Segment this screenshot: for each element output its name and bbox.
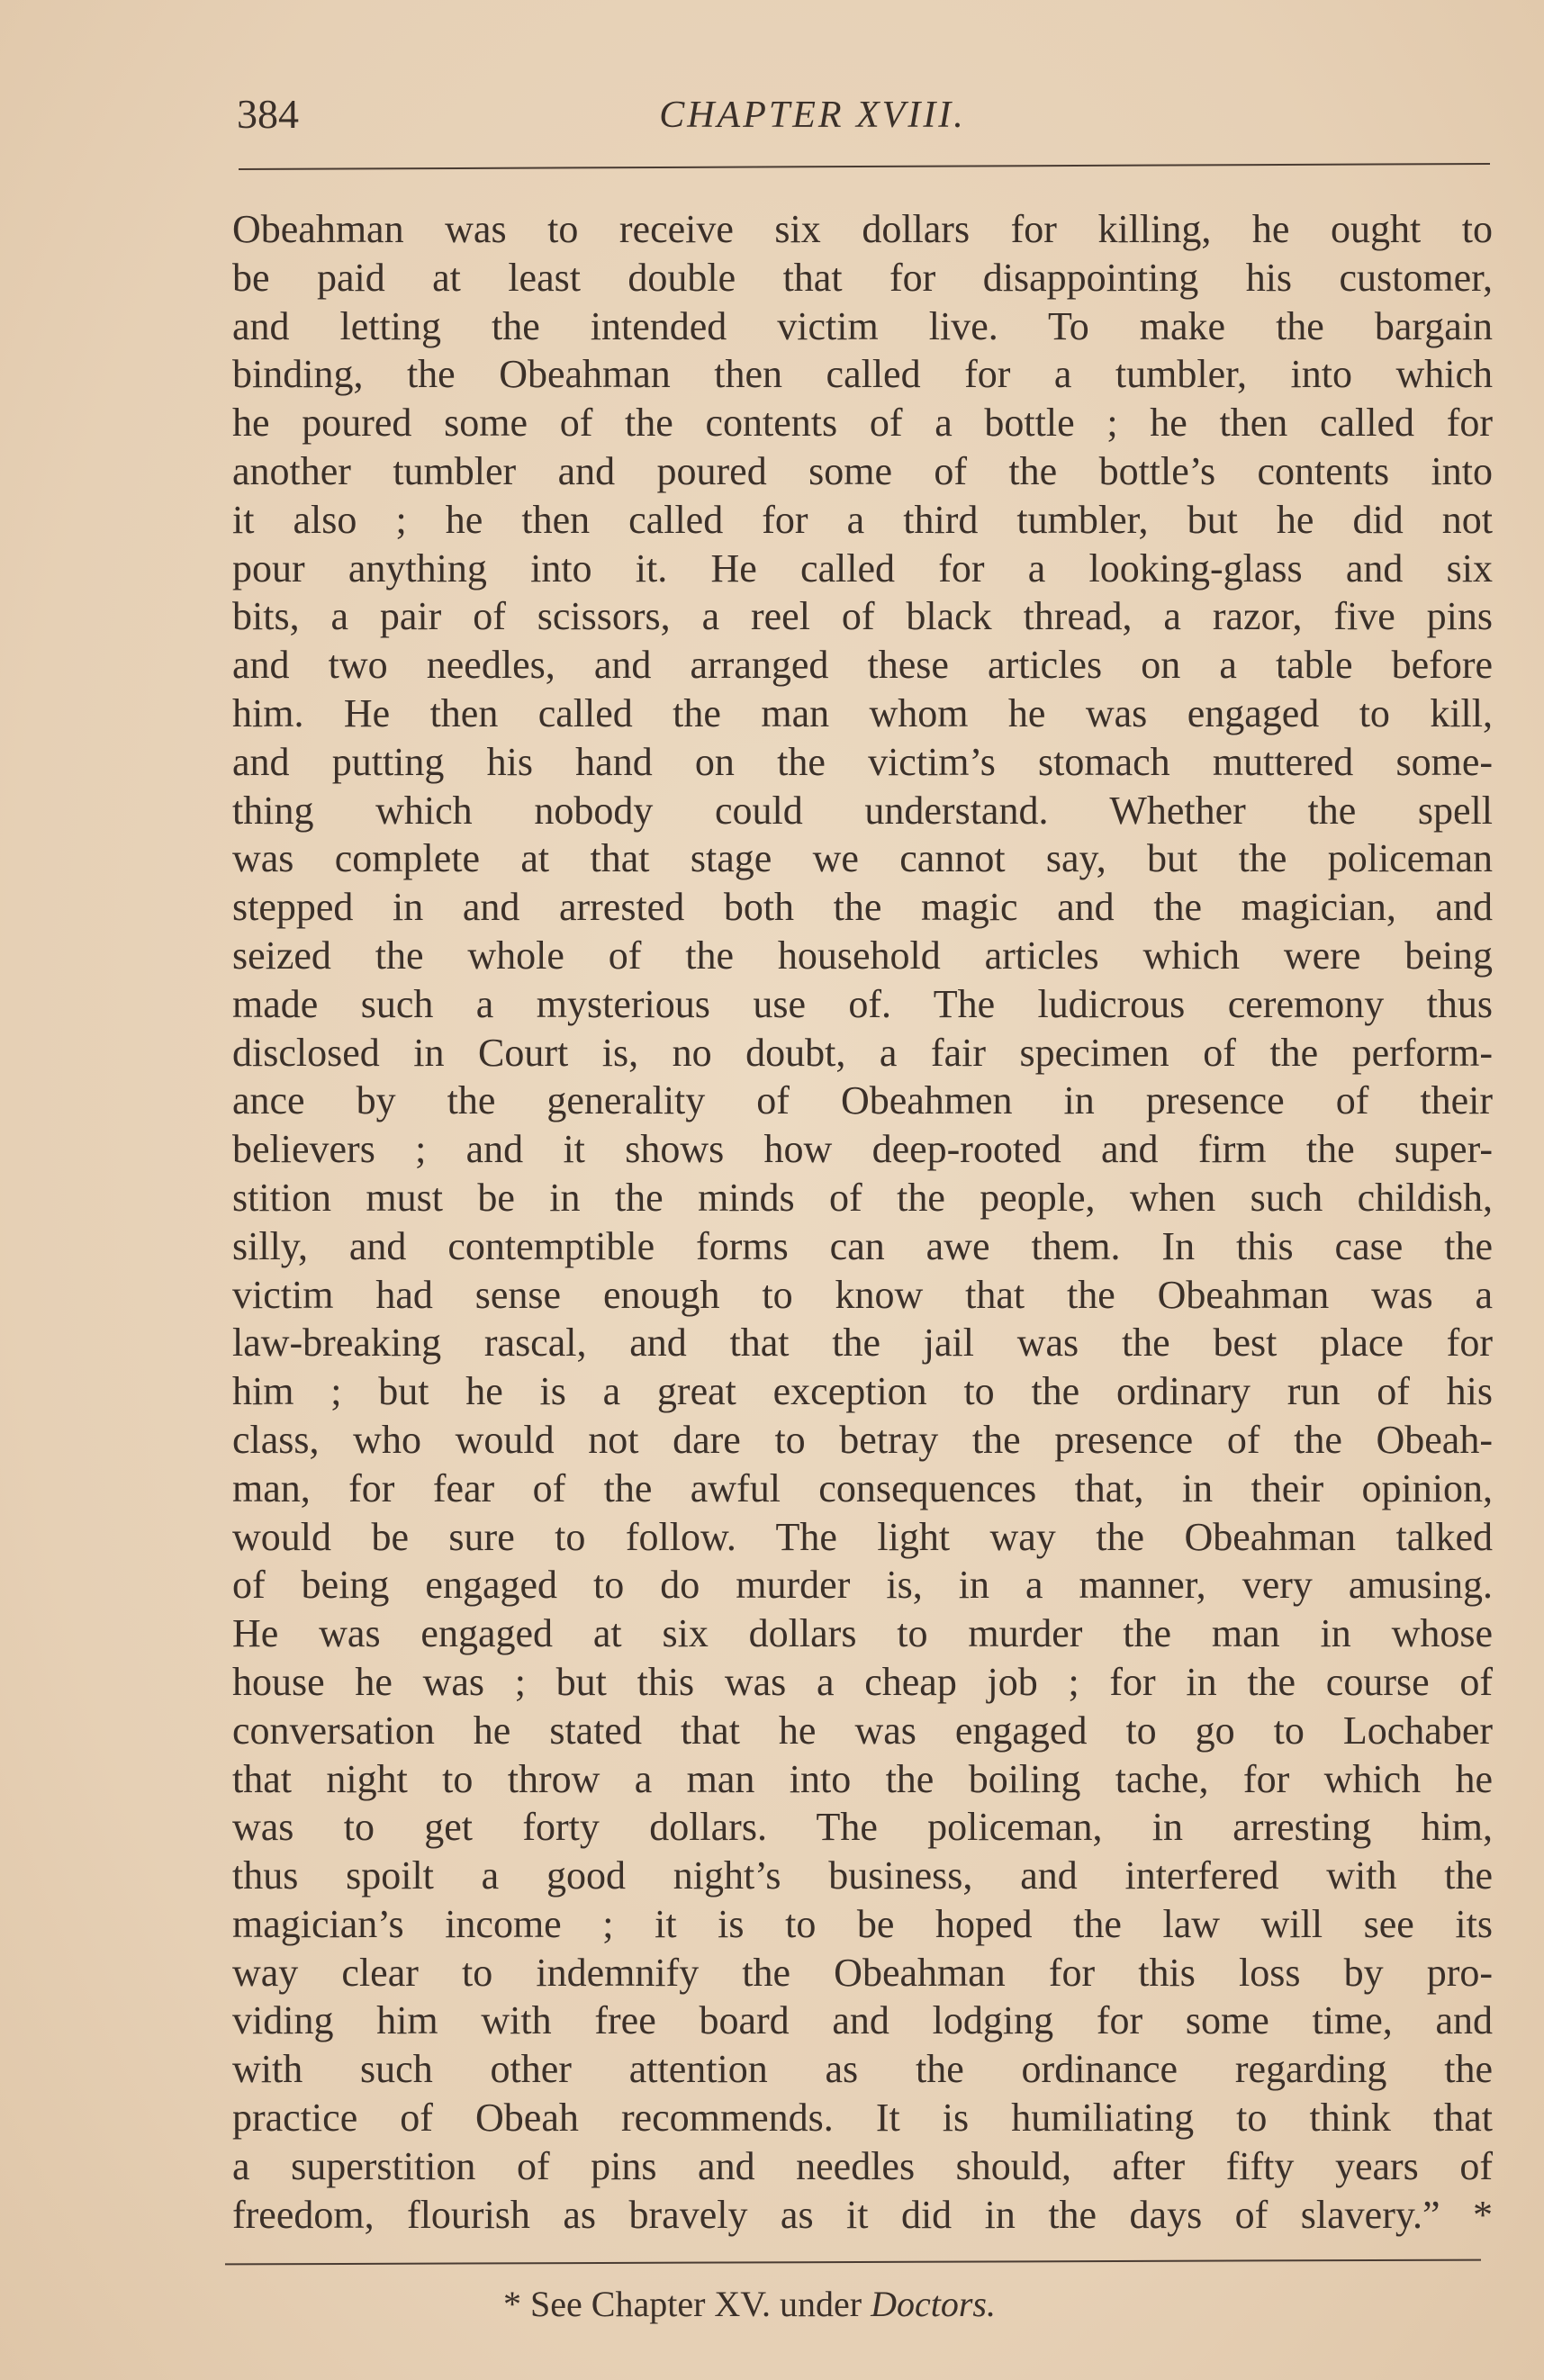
text-line: conversation he stated that he was engaged to go to Lochaber bbox=[232, 1708, 1493, 1753]
header-rule bbox=[239, 163, 1490, 170]
text-line: would be sure to follow. The light way the Obeahman talked bbox=[232, 1514, 1493, 1559]
text-line: another tumbler and poured some of the bottle’s contents into bbox=[232, 448, 1493, 493]
text-line: of being engaged to do murder is, in a manner, very amusing. bbox=[232, 1563, 1493, 1608]
text-line: ance by the generality of Obeahmen in presence of their bbox=[232, 1078, 1493, 1123]
text-line: pour anything into it. He called for a looking-glass and six bbox=[232, 545, 1493, 590]
text-line: that night to throw a man into the boiling tache, for which he bbox=[232, 1756, 1493, 1801]
text-line: freedom, flourish as bravely as it did in the days of slavery.” * bbox=[232, 2192, 1493, 2237]
text-line: made such a mysterious use of. The ludicrous ceremony thus bbox=[232, 981, 1493, 1026]
text-line: a superstition of pins and needles should, after fifty years of bbox=[232, 2143, 1493, 2188]
text-line: and putting his hand on the victim’s stomach muttered some- bbox=[232, 739, 1493, 784]
body-text bbox=[232, 205, 1493, 2239]
text-line: magician’s income ; it is to be hoped the law will see its bbox=[232, 1901, 1493, 1946]
text-line: thus spoilt a good night’s business, and interfered with the bbox=[232, 1853, 1493, 1898]
text-line: stition must be in the minds of the people, when such childish, bbox=[232, 1175, 1493, 1220]
text-line: viding him with free board and lodging for some time, and bbox=[232, 1998, 1493, 2043]
text-line: thing which nobody could understand. Whether the spell bbox=[232, 788, 1493, 833]
footnote-text: * See Chapter XV. under bbox=[503, 2284, 871, 2324]
text-line: binding, the Obeahman then called for a tumbler, into which bbox=[232, 352, 1493, 397]
text-line: him ; but he is a great exception to the ordinary run of his bbox=[232, 1369, 1493, 1414]
text-line: him. He then called the man whom he was engaged to kill, bbox=[232, 690, 1493, 735]
text-line: and letting the intended victim live. To make the bargain bbox=[232, 303, 1493, 348]
text-line: be paid at least double that for disappointing his customer, bbox=[232, 255, 1493, 300]
text-line: bits, a pair of scissors, a reel of black thread, a razor, five pins bbox=[232, 594, 1493, 639]
page-number: 384 bbox=[237, 91, 299, 137]
footnote-italic: Doctors. bbox=[871, 2284, 996, 2324]
text-line: seized the whole of the household articles which were being bbox=[232, 933, 1493, 978]
text-line: believers ; and it shows how deep-rooted and firm the super- bbox=[232, 1127, 1493, 1172]
text-line: man, for fear of the awful consequences that, in their opinion, bbox=[232, 1465, 1493, 1510]
text-line: stepped in and arrested both the magic and the magician, and bbox=[232, 885, 1493, 930]
text-line: it also ; he then called for a third tumbler, but he did not bbox=[232, 497, 1493, 542]
text-line: class, who would not dare to betray the presence of the Obeah- bbox=[232, 1417, 1493, 1462]
chapter-heading: CHAPTER XVIII. bbox=[659, 95, 966, 136]
text-line: law-breaking rascal, and that the jail was the best place for bbox=[232, 1321, 1493, 1366]
text-line: with such other attention as the ordinance regarding the bbox=[232, 2047, 1493, 2092]
text-line: was to get forty dollars. The policeman, in arresting him, bbox=[232, 1805, 1493, 1850]
text-line: victim had sense enough to know that the Obeahman was a bbox=[232, 1272, 1493, 1317]
text-line: and two needles, and arranged these articles on a table before bbox=[232, 643, 1493, 688]
text-line: practice of Obeah recommends. It is humiliating to think that bbox=[232, 2096, 1493, 2141]
footnote-rule bbox=[225, 2259, 1481, 2266]
footnote bbox=[0, 2283, 1544, 2325]
text-line: disclosed in Court is, no doubt, a fair specimen of the perform- bbox=[232, 1030, 1493, 1075]
text-line: house he was ; but this was a cheap job ; for in the course of bbox=[232, 1659, 1493, 1704]
text-line: was complete at that stage we cannot say, but the policeman bbox=[232, 836, 1493, 881]
text-line: He was engaged at six dollars to murder the man in whose bbox=[232, 1611, 1493, 1656]
text-line: silly, and contemptible forms can awe them. In this case the bbox=[232, 1223, 1493, 1268]
text-line: he poured some of the contents of a bottle ; he then called for bbox=[232, 401, 1493, 446]
text-line: way clear to indemnify the Obeahman for this loss by pro- bbox=[232, 1950, 1493, 1995]
text-line: Obeahman was to receive six dollars for killing, he ought to bbox=[232, 207, 1493, 251]
